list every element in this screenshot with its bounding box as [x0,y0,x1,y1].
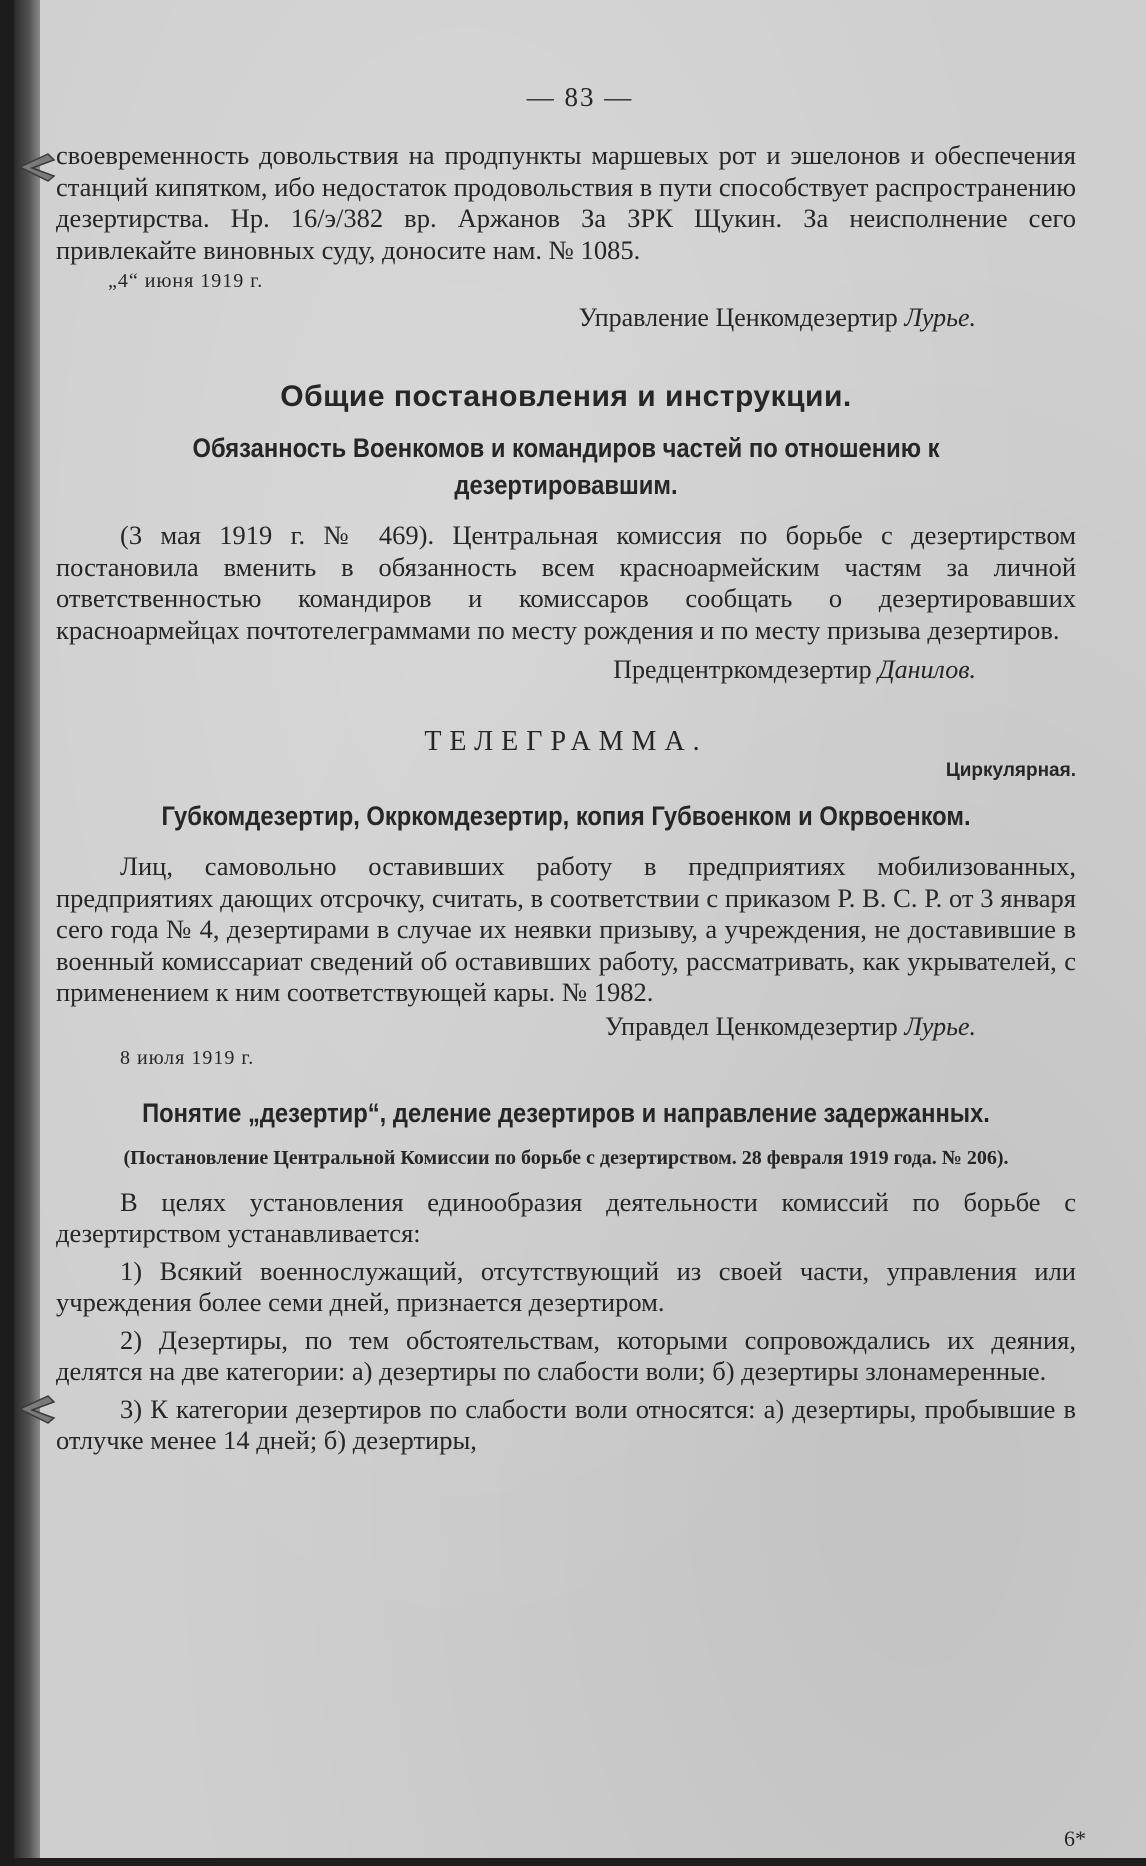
resolution-note: (Постановление Центральной Комиссии по борьбе с дезертирством. 28 февраля 1919 года. № 206). [123,1146,1009,1169]
signature-name: Лурье. [904,1011,976,1041]
page-edge [14,1858,1146,1866]
paragraph-intro: В целях установления единообразия деятельности комиссий по борьбе с дезертирством устанавливается: [56,1186,1076,1248]
binding-gutter [14,0,40,1866]
paragraph-telegram: Лиц, самовольно оставивших работу в предприятиях мобилизованных, предприятиях дающих отсрочку, считать, в соответствии с приказом Р. В. С. Р. от 3 января сего года № 4, дезертирами в случае их неявки призыву, а учреждения, не доставившие в военный комиссариат сведений об оставивших работу, рассматривать, как укрывателей, с применением к ним соответствующей кары. № 1982. [56,851,1076,1007]
staple-icon [18,150,56,184]
signature-line [56,1011,976,1043]
subsection-heading: Обязанность Военкомов и командиров частей по отношению к дезертировавшим. [192,433,940,500]
signature-line [56,302,976,334]
signature-title: Предцентркомдезертир [613,655,872,684]
staple-icon [18,1392,56,1426]
paragraph-item-2: 2) Дезертиры, по тем обстоятельствам, которыми сопровождались их деяния, делятся на две категории: а) дезертиры по слабости воли; б) дезертиры злонамеренные. [56,1324,1076,1386]
paragraph-duties: (3 мая 1919 г. № 469). Центральная комиссия по борьбе с дезертирством постановила вменить в обязанность всем красноармейским частям за личной ответственностью командиров и комиссаров сообщать о дезертировавших красноармейцах почтотелеграммами по месту рождения и по месту призыва дезертиров. [56,520,1076,645]
signature-name: Лурье. [904,303,976,332]
paragraph-item-1: 1) Всякий военнослужащий, отсутствующий из своей части, управления или учреждения более семи дней, признается дезертиром. [56,1255,1076,1317]
signature-title: Управление Ценкомдезертир [578,303,898,332]
signature-line [56,654,976,686]
paragraph-provisions: своевременность довольствия на продпункты маршевых рот и эшелонов и обеспечения станций кипятком, ибо недостаток продовольствия в пути способствует распространению дезертирства. Нр. 16/э/382 вр. Аржанов За ЗРК Щукин. За неисполнение сего привлекайте виновных суду, доносите нам. № 1085. [56,140,1076,265]
signature-title: Управдел Ценкомдезертир [605,1011,898,1041]
paragraph-item-3: 3) К категории дезертиров по слабости воли относятся: а) дезертиры, пробывшие в отлучке менее 14 дней; б) дезертиры, [56,1393,1076,1455]
date-line: „4“ июня 1919 г. [108,270,264,292]
section-heading: Общие постановления и инструкции. [280,380,852,413]
page-content [56,140,1076,1457]
telegram-heading: ТЕЛЕГРАММА. [424,726,708,757]
date-line: 8 июля 1919 г. [120,1046,255,1069]
signature-name: Данилов. [878,655,976,684]
document-page [14,0,1146,1866]
subsection-heading: Губкомдезертир, Окркомдезертир, копия Губвоенком и Окрвоенком. [161,801,971,831]
subsection-heading: Понятие „дезертир“, деление дезертиров и направление задержанных. [142,1097,990,1128]
circular-label: Циркулярная. [945,760,1076,781]
page-number: — 83 — [526,82,634,112]
signature-mark: 6* [1064,1826,1086,1851]
